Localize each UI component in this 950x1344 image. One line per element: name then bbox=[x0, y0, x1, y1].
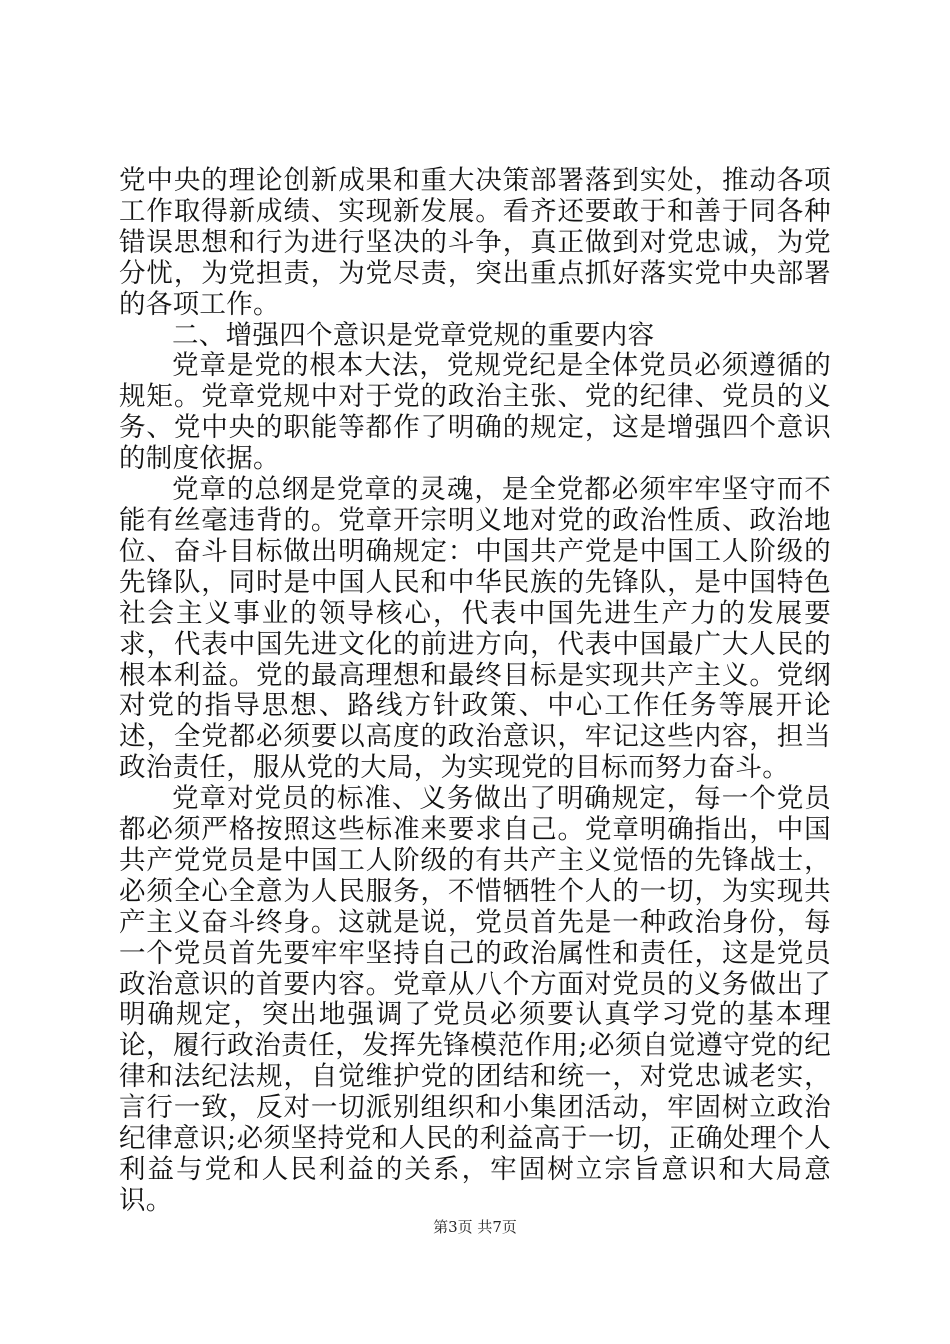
section-heading: 二、增强四个意识是党章党规的重要内容 bbox=[172, 319, 655, 351]
page-number-footer: 第3页 共7页 bbox=[433, 1218, 517, 1236]
paragraph-continuation: 党中央的理论创新成果和重大决策部署落到实处，推动各项工作取得新成绩、实现新发展。看齐还要敢于和善于同各种错误思想和行为进行坚决的斗争，真正做到对党忠诚，为党分忧，为党担责，为党尽责，突出重点抓好落实党中央部署的各项工作。 bbox=[119, 165, 831, 320]
document-body bbox=[119, 166, 831, 1217]
paragraph: 党章是党的根本大法，党规党纪是全体党员必须遵循的规矩。党章党规中对于党的政治主张、党的纪律、党员的义务、党中央的职能等都作了明确的规定，这是增强四个意识的制度依据。 bbox=[119, 350, 831, 475]
paragraph: 党章对党员的标准、义务做出了明确规定，每一个党员都必须严格按照这些标准来要求自己。党章明确指出，中国共产党党员是中国工人阶级的有共产主义觉悟的先锋战士，必须全心全意为人民服务，不惜牺牲个人的一切，为实现共产主义奋斗终身。这就是说，党员首先是一种政治身份，每一个党员首先要牢牢坚持自己的政治属性和责任，这是党员政治意识的首要内容。党章从八个方面对党员的义务做出了明确规定，突出地强调了党员必须要认真学习党的基本理论，履行政治责任，发挥先锋模范作用;必须自觉遵守党的纪律和法纪法规，自觉维护党的团结和统一，对党忠诚老实，言行一致，反对一切派别组织和小集团活动，牢固树立政治纪律意识;必须坚持党和人民的利益高于一切，正确处理个人利益与党和人民利益的关系，牢固树立宗旨意识和大局意识。 bbox=[119, 783, 831, 1216]
paragraph: 党章的总纲是党章的灵魂，是全党都必须牢牢坚守而不能有丝毫违背的。党章开宗明义地对党的政治性质、政治地位、奋斗目标做出明确规定：中国共产党是中国工人阶级的先锋队，同时是中国人民和中华民族的先锋队，是中国特色社会主义事业的领导核心，代表中国先进生产力的发展要求，代表中国先进文化的前进方向，代表中国最广大人民的根本利益。党的最高理想和最终目标是实现共产主义。党纲对党的指导思想、路线方针政策、中心工作任务等展开论述，全党都必须要以高度的政治意识，牢记这些内容，担当政治责任，服从党的大局，为实现党的目标而努力奋斗。 bbox=[119, 474, 831, 784]
